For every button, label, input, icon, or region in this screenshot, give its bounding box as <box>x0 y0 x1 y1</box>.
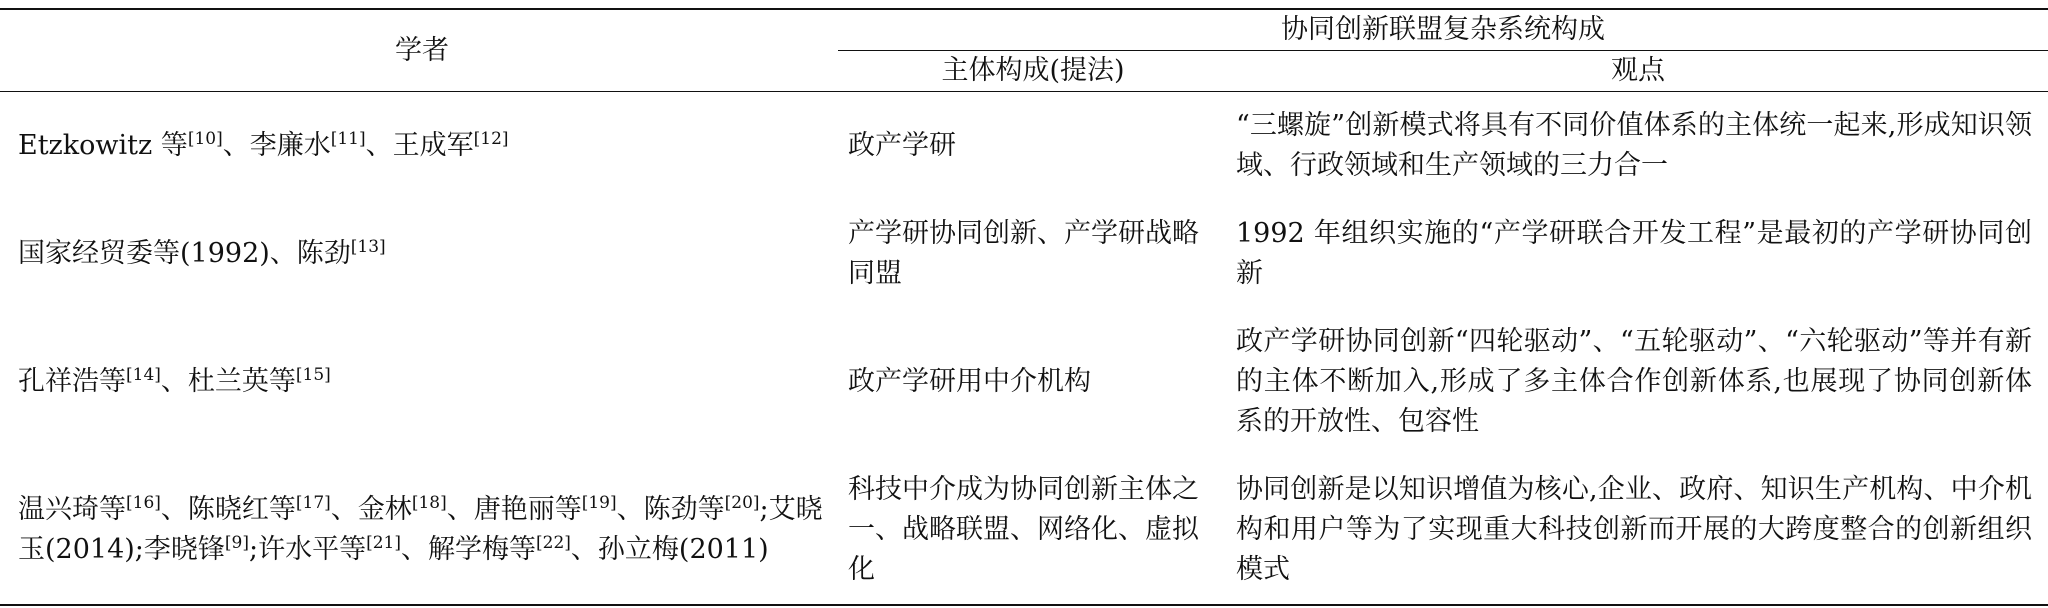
row-scholars: 孔祥浩等[14]、杜兰英等[15] <box>18 365 331 397</box>
header-scholar: 学者 <box>395 34 449 66</box>
table-row <box>0 200 2048 308</box>
header-viewpoint: 观点 <box>1228 51 2048 92</box>
row-subject: 科技中介成为协同创新主体之一、战略联盟、网络化、虚拟化 <box>848 474 1199 585</box>
row-scholars: 温兴琦等[16]、陈晓红等[17]、金林[18]、唐艳丽等[19]、陈劲等[20];艾晓玉(2014);李晓锋[9];许水平等[21]、解学梅等[22]、孙立梅(2011) <box>18 493 823 565</box>
table-row <box>0 456 2048 605</box>
header-subject: 主体构成(提法) <box>838 51 1228 92</box>
row-viewpoint: 政产学研协同创新“四轮驱动”、“五轮驱动”、“六轮驱动”等并有新的主体不断加入,形成了多主体合作创新体系,也展现了协同创新体系的开放性、包容性 <box>1236 326 2032 437</box>
table-row <box>0 308 2048 456</box>
scholar-table <box>0 8 2048 606</box>
row-subject: 政产学研 <box>848 130 956 161</box>
table-row <box>0 92 2048 201</box>
row-subject: 政产学研用中介机构 <box>848 366 1091 397</box>
row-scholars: Etzkowitz 等[10]、李廉水[11]、王成军[12] <box>18 129 509 161</box>
header-system-composition: 协同创新联盟复杂系统构成 <box>1281 14 1605 45</box>
row-viewpoint: 协同创新是以知识增值为核心,企业、政府、知识生产机构、中介机构和用户等为了实现重大科技创新而开展的大跨度整合的创新组织模式 <box>1236 474 2032 585</box>
row-viewpoint: “三螺旋”创新模式将具有不同价值体系的主体统一起来,形成知识领域、行政领域和生产领域的三力合一 <box>1236 110 2032 181</box>
row-subject: 产学研协同创新、产学研战略同盟 <box>848 218 1199 289</box>
row-scholars: 国家经贸委等(1992)、陈劲[13] <box>18 237 386 269</box>
row-viewpoint: 1992 年组织实施的“产学研联合开发工程”是最初的产学研协同创新 <box>1236 218 2032 289</box>
